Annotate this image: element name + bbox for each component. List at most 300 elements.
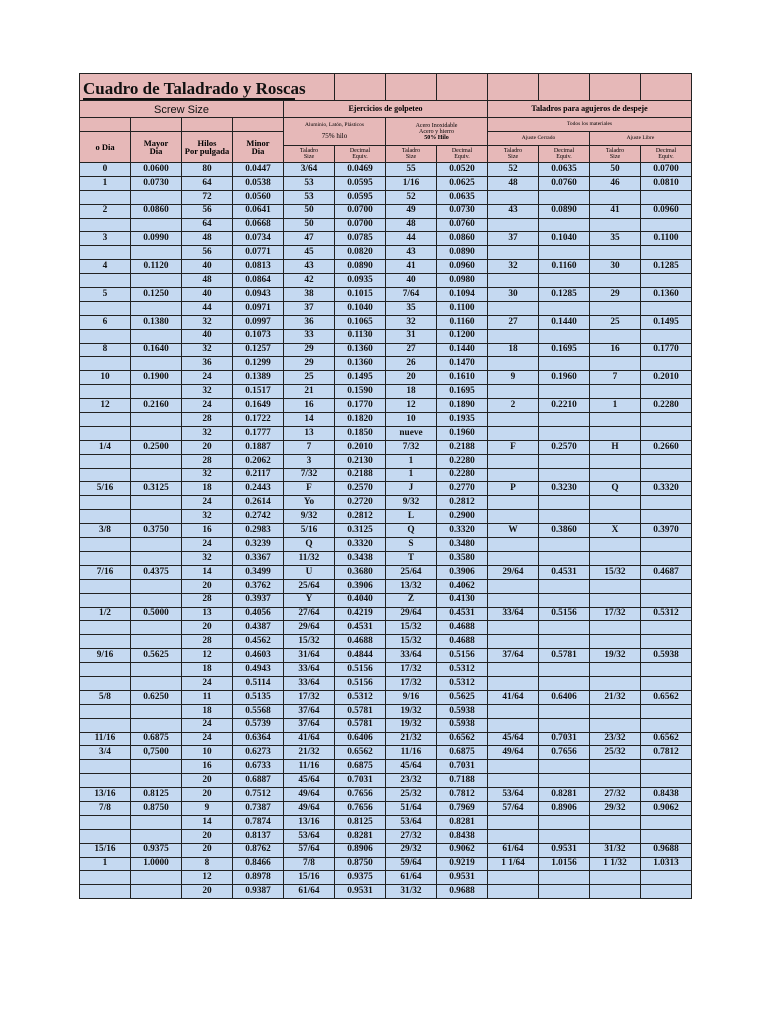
header-blank	[386, 74, 437, 101]
table-cell: 0.0864	[233, 274, 284, 288]
table-cell: 0.5312	[437, 676, 488, 690]
table-cell: 41/64	[284, 732, 335, 746]
table-cell: 19/32	[386, 704, 437, 718]
table-cell: 0.0997	[233, 315, 284, 329]
table-cell	[131, 329, 182, 343]
table-cell	[80, 635, 131, 649]
table-cell: 0.1130	[335, 329, 386, 343]
table-cell: 0.0980	[437, 274, 488, 288]
table-cell	[80, 704, 131, 718]
table-cell: 0.0447	[233, 163, 284, 177]
table-cell: 0.1890	[437, 399, 488, 413]
table-cell: 11/16	[284, 760, 335, 774]
table-cell: 0.3230	[539, 482, 590, 496]
table-cell	[80, 829, 131, 843]
table-cell: 0.1640	[131, 343, 182, 357]
table-cell: W	[488, 524, 539, 538]
table-cell: 0.4603	[233, 649, 284, 663]
table-cell: 0.0668	[233, 218, 284, 232]
table-cell: 0.5781	[539, 649, 590, 663]
header-blank	[488, 74, 539, 101]
table-row	[80, 815, 692, 829]
col-tap-size: Taladro Size	[488, 146, 539, 163]
table-cell: 9	[488, 371, 539, 385]
table-row	[80, 371, 692, 385]
table-cell: 0.0734	[233, 232, 284, 246]
table-cell: 0.1770	[335, 399, 386, 413]
table-cell: 37/64	[488, 649, 539, 663]
table-row	[80, 621, 692, 635]
table-cell: 0.3320	[335, 538, 386, 552]
table-cell	[539, 329, 590, 343]
table-cell: 29	[284, 357, 335, 371]
table-cell	[641, 815, 692, 829]
table-cell: 0.5568	[233, 704, 284, 718]
table-cell	[131, 760, 182, 774]
table-cell	[131, 663, 182, 677]
table-cell	[131, 218, 182, 232]
table-cell: 0.2614	[233, 496, 284, 510]
table-cell: 44	[386, 232, 437, 246]
table-cell	[539, 718, 590, 732]
table-cell: 17/32	[386, 663, 437, 677]
table-cell	[641, 190, 692, 204]
table-cell	[80, 274, 131, 288]
table-cell: 0.2280	[437, 468, 488, 482]
table-cell: 0.8978	[233, 871, 284, 885]
table-cell: 0.3499	[233, 565, 284, 579]
table-cell: 3	[80, 232, 131, 246]
table-row	[80, 788, 692, 802]
table-cell	[131, 635, 182, 649]
table-cell	[539, 274, 590, 288]
table-cell: P	[488, 482, 539, 496]
table-cell: J	[386, 482, 437, 496]
table-cell: 18	[488, 343, 539, 357]
table-cell: 0.5312	[641, 607, 692, 621]
col-tap-size: Taladro Size	[284, 146, 335, 163]
table-row	[80, 593, 692, 607]
table-cell: 61/64	[386, 871, 437, 885]
table-cell: 0.2280	[437, 454, 488, 468]
table-cell: 0.1250	[131, 288, 182, 302]
table-cell	[488, 385, 539, 399]
table-cell: 0.4531	[539, 565, 590, 579]
table-cell	[590, 274, 641, 288]
table-cell	[590, 246, 641, 260]
table-cell: 0.2660	[641, 440, 692, 454]
table-cell: 5/8	[80, 690, 131, 704]
table-cell: 0	[80, 163, 131, 177]
table-cell: 5	[80, 288, 131, 302]
table-cell: 0.0820	[335, 246, 386, 260]
table-cell: 15/16	[80, 843, 131, 857]
table-cell	[539, 871, 590, 885]
table-cell	[539, 454, 590, 468]
table-cell: 13/16	[80, 788, 131, 802]
table-cell: 53/64	[386, 815, 437, 829]
table-cell: 0.4130	[437, 593, 488, 607]
table-cell	[641, 426, 692, 440]
table-cell	[641, 413, 692, 427]
table-cell: 0.5938	[437, 718, 488, 732]
table-cell: 0.0520	[437, 163, 488, 177]
table-cell	[80, 218, 131, 232]
table-cell: 0.1160	[437, 315, 488, 329]
table-cell	[80, 663, 131, 677]
table-row	[80, 663, 692, 677]
table-cell	[131, 413, 182, 427]
table-cell: 0.9062	[641, 801, 692, 815]
table-cell: T	[386, 551, 437, 565]
table-cell: 40	[182, 288, 233, 302]
table-cell	[488, 538, 539, 552]
table-cell	[641, 621, 692, 635]
table-cell: Yo	[284, 496, 335, 510]
table-cell: 0.3480	[437, 538, 488, 552]
all-materials-heading: Todos los materiales	[488, 118, 692, 132]
table-row	[80, 760, 692, 774]
table-row	[80, 704, 692, 718]
table-cell: 0.4844	[335, 649, 386, 663]
table-cell: 0.1120	[131, 260, 182, 274]
table-cell: 43	[386, 246, 437, 260]
table-cell: 0.1065	[335, 315, 386, 329]
table-cell	[80, 593, 131, 607]
table-cell	[641, 385, 692, 399]
col-decimal: Decimal Equiv.	[641, 146, 692, 163]
table-cell: 0.0700	[641, 163, 692, 177]
table-cell: 45	[284, 246, 335, 260]
table-cell: 0.5781	[335, 718, 386, 732]
close-fit-heading: Ajuste Cerrado	[488, 132, 590, 146]
table-cell: 0.2443	[233, 482, 284, 496]
table-cell: 0.7812	[437, 788, 488, 802]
table-cell: 0.6733	[233, 760, 284, 774]
table-cell: 49/64	[488, 746, 539, 760]
table-cell: 0.1285	[539, 288, 590, 302]
col-tap-size: Taladro Size	[590, 146, 641, 163]
table-cell: 0.0730	[437, 204, 488, 218]
table-cell	[539, 760, 590, 774]
table-cell: 32	[182, 510, 233, 524]
table-cell: 30	[488, 288, 539, 302]
table-cell	[539, 774, 590, 788]
table-cell: 33	[284, 329, 335, 343]
table-cell: 72	[182, 190, 233, 204]
table-cell	[641, 718, 692, 732]
table-cell: 13	[182, 607, 233, 621]
table-cell	[131, 718, 182, 732]
table-cell	[641, 774, 692, 788]
table-cell	[80, 413, 131, 427]
table-cell: 1/16	[386, 176, 437, 190]
table-cell: 20	[182, 579, 233, 593]
table-cell: 0.7512	[233, 788, 284, 802]
table-cell	[488, 246, 539, 260]
table-cell: 0.1960	[437, 426, 488, 440]
table-cell: 0.2130	[335, 454, 386, 468]
table-cell: 37	[284, 301, 335, 315]
table-cell: 0.5135	[233, 690, 284, 704]
table-cell: 33/64	[284, 663, 335, 677]
table-cell: 0.0730	[131, 176, 182, 190]
table-cell: 15/32	[284, 635, 335, 649]
table-cell: Q	[590, 482, 641, 496]
table-row	[80, 829, 692, 843]
table-cell: 0.2188	[335, 468, 386, 482]
table-cell	[80, 621, 131, 635]
table-cell: 18	[386, 385, 437, 399]
table-cell	[590, 676, 641, 690]
table-cell: 24	[182, 732, 233, 746]
table-cell	[488, 510, 539, 524]
table-cell: 25/64	[386, 565, 437, 579]
table-row	[80, 718, 692, 732]
table-cell: 0.5625	[131, 649, 182, 663]
table-row	[80, 190, 692, 204]
table-row	[80, 468, 692, 482]
table-row	[80, 676, 692, 690]
header-blank	[641, 74, 692, 101]
table-cell: 17/32	[386, 676, 437, 690]
table-cell: 0.4688	[437, 635, 488, 649]
title-underline	[83, 98, 295, 100]
steel-pct: 50% Hilo	[424, 134, 449, 141]
table-cell: 0.1770	[641, 343, 692, 357]
table-cell: 0.2500	[131, 440, 182, 454]
table-cell: 1	[590, 399, 641, 413]
table-cell	[641, 551, 692, 565]
table-cell	[131, 468, 182, 482]
table-cell	[80, 510, 131, 524]
table-cell: 7	[590, 371, 641, 385]
table-cell: 0.4219	[335, 607, 386, 621]
table-cell: 12	[182, 649, 233, 663]
table-cell: 0.3906	[437, 565, 488, 579]
table-cell: 0.3860	[539, 524, 590, 538]
table-cell: 0.9531	[437, 871, 488, 885]
table-cell: 47	[284, 232, 335, 246]
table-cell: 20	[182, 621, 233, 635]
table-cell: 0.1360	[335, 357, 386, 371]
table-cell: Y	[284, 593, 335, 607]
table-cell: 1 1/64	[488, 857, 539, 871]
table-cell: 0.1695	[539, 343, 590, 357]
table-cell: 11/32	[284, 551, 335, 565]
table-cell: 0.5000	[131, 607, 182, 621]
header-blank	[182, 118, 233, 132]
table-cell	[590, 496, 641, 510]
table-row	[80, 246, 692, 260]
table-cell: 0.3906	[335, 579, 386, 593]
tapping-heading: Ejercicios de golpeteo	[284, 101, 488, 118]
table-cell: 50	[284, 218, 335, 232]
table-cell: 0.2010	[641, 371, 692, 385]
table-cell: 37	[488, 232, 539, 246]
table-cell	[488, 218, 539, 232]
table-cell: 0.6406	[335, 732, 386, 746]
table-cell: 0.2742	[233, 510, 284, 524]
table-cell	[488, 357, 539, 371]
header-blank	[131, 118, 182, 132]
table-cell: 0.1360	[641, 288, 692, 302]
table-cell: 11/16	[386, 746, 437, 760]
table-cell: 0.1257	[233, 343, 284, 357]
table-cell	[590, 301, 641, 315]
table-cell: 0.0600	[131, 163, 182, 177]
table-cell: 0.3438	[335, 551, 386, 565]
table-row	[80, 163, 692, 177]
table-cell: 50	[284, 204, 335, 218]
col-decimal: Decimal Equiv.	[437, 146, 488, 163]
table-cell	[590, 718, 641, 732]
table-cell: 37/64	[284, 718, 335, 732]
table-cell: 0.1590	[335, 385, 386, 399]
header-blank	[233, 118, 284, 132]
table-cell: 10	[386, 413, 437, 427]
table-cell: 1/2	[80, 607, 131, 621]
table-cell: 53	[284, 176, 335, 190]
table-cell: 57/64	[488, 801, 539, 815]
table-cell: 1.0313	[641, 857, 692, 871]
table-cell	[131, 246, 182, 260]
table-cell	[590, 510, 641, 524]
table-cell: 1	[80, 857, 131, 871]
table-row	[80, 329, 692, 343]
table-cell: 37/64	[284, 704, 335, 718]
table-cell: 0.1040	[539, 232, 590, 246]
table-cell: 28	[182, 413, 233, 427]
table-cell: 0.6250	[131, 690, 182, 704]
table-cell: 0.3125	[335, 524, 386, 538]
table-cell	[641, 357, 692, 371]
table-cell: 0.9387	[233, 885, 284, 899]
table-cell	[590, 454, 641, 468]
table-cell	[80, 676, 131, 690]
table-cell	[488, 885, 539, 899]
table-cell: 0.0760	[437, 218, 488, 232]
screw-size-heading: Screw Size	[80, 101, 284, 118]
table-cell: 9/16	[386, 690, 437, 704]
table-cell: 0.8281	[437, 815, 488, 829]
table-cell: 45/64	[488, 732, 539, 746]
table-cell: 0.1495	[641, 315, 692, 329]
table-cell: 31/64	[284, 649, 335, 663]
table-cell: 53/64	[284, 829, 335, 843]
table-cell: 0.5156	[539, 607, 590, 621]
table-cell: 20	[386, 371, 437, 385]
table-cell	[539, 579, 590, 593]
table-row	[80, 482, 692, 496]
table-cell	[641, 329, 692, 343]
table-cell: 14	[182, 565, 233, 579]
table-cell	[488, 496, 539, 510]
table-cell: 52	[488, 163, 539, 177]
table-cell: 41/64	[488, 690, 539, 704]
table-cell: 0.2770	[437, 482, 488, 496]
table-cell	[590, 760, 641, 774]
table-cell	[641, 579, 692, 593]
table-cell: 25	[590, 315, 641, 329]
table-cell	[590, 426, 641, 440]
table-cell	[590, 635, 641, 649]
table-row	[80, 288, 692, 302]
table-cell: 49/64	[284, 788, 335, 802]
table-cell: 23/32	[590, 732, 641, 746]
table-cell: 0.2812	[335, 510, 386, 524]
table-cell	[488, 815, 539, 829]
table-cell: 45/64	[386, 760, 437, 774]
title-cell	[80, 74, 335, 101]
table-cell: 17/32	[284, 690, 335, 704]
table-cell	[590, 579, 641, 593]
table-row	[80, 524, 692, 538]
table-cell: 0.2900	[437, 510, 488, 524]
table-cell	[590, 218, 641, 232]
table-cell: 0.2188	[437, 440, 488, 454]
table-cell: 0.1440	[539, 315, 590, 329]
table-cell	[131, 593, 182, 607]
table-cell: 11	[182, 690, 233, 704]
table-row	[80, 871, 692, 885]
table-cell	[539, 663, 590, 677]
table-cell: 4	[80, 260, 131, 274]
table-cell: 7/32	[284, 468, 335, 482]
table-cell: 0.0560	[233, 190, 284, 204]
table-cell: 0.8750	[335, 857, 386, 871]
table-cell: 0.9375	[131, 843, 182, 857]
table-row	[80, 385, 692, 399]
aluminum-label: Aluminio, Latón, Plásticos	[305, 122, 364, 129]
table-cell	[590, 829, 641, 843]
table-cell: 21/32	[590, 690, 641, 704]
table-cell: 0.7387	[233, 801, 284, 815]
table-cell: 0.8125	[335, 815, 386, 829]
table-cell: 0.6406	[539, 690, 590, 704]
table-row	[80, 440, 692, 454]
table-cell: 43	[488, 204, 539, 218]
table-cell	[131, 454, 182, 468]
table-cell: 0.5739	[233, 718, 284, 732]
table-cell: 49/64	[284, 801, 335, 815]
table-cell	[590, 593, 641, 607]
table-cell: 0.4687	[641, 565, 692, 579]
table-row	[80, 774, 692, 788]
table-cell: 40	[182, 329, 233, 343]
table-cell	[131, 871, 182, 885]
table-cell: F	[488, 440, 539, 454]
table-cell: 0.8281	[335, 829, 386, 843]
table-cell: 0.5114	[233, 676, 284, 690]
table-cell	[488, 704, 539, 718]
table-cell	[80, 468, 131, 482]
table-cell: 33/64	[488, 607, 539, 621]
steel-heading	[386, 118, 488, 146]
table-cell	[80, 301, 131, 315]
table-cell: 56	[182, 246, 233, 260]
table-cell: 0.1649	[233, 399, 284, 413]
table-cell: 2	[488, 399, 539, 413]
table-cell: 5/16	[80, 482, 131, 496]
table-cell: 27	[488, 315, 539, 329]
table-cell	[131, 496, 182, 510]
table-cell	[488, 579, 539, 593]
table-cell: 0.1470	[437, 357, 488, 371]
table-cell	[590, 871, 641, 885]
table-cell: 0.1299	[233, 357, 284, 371]
table-cell: 0.0635	[539, 163, 590, 177]
